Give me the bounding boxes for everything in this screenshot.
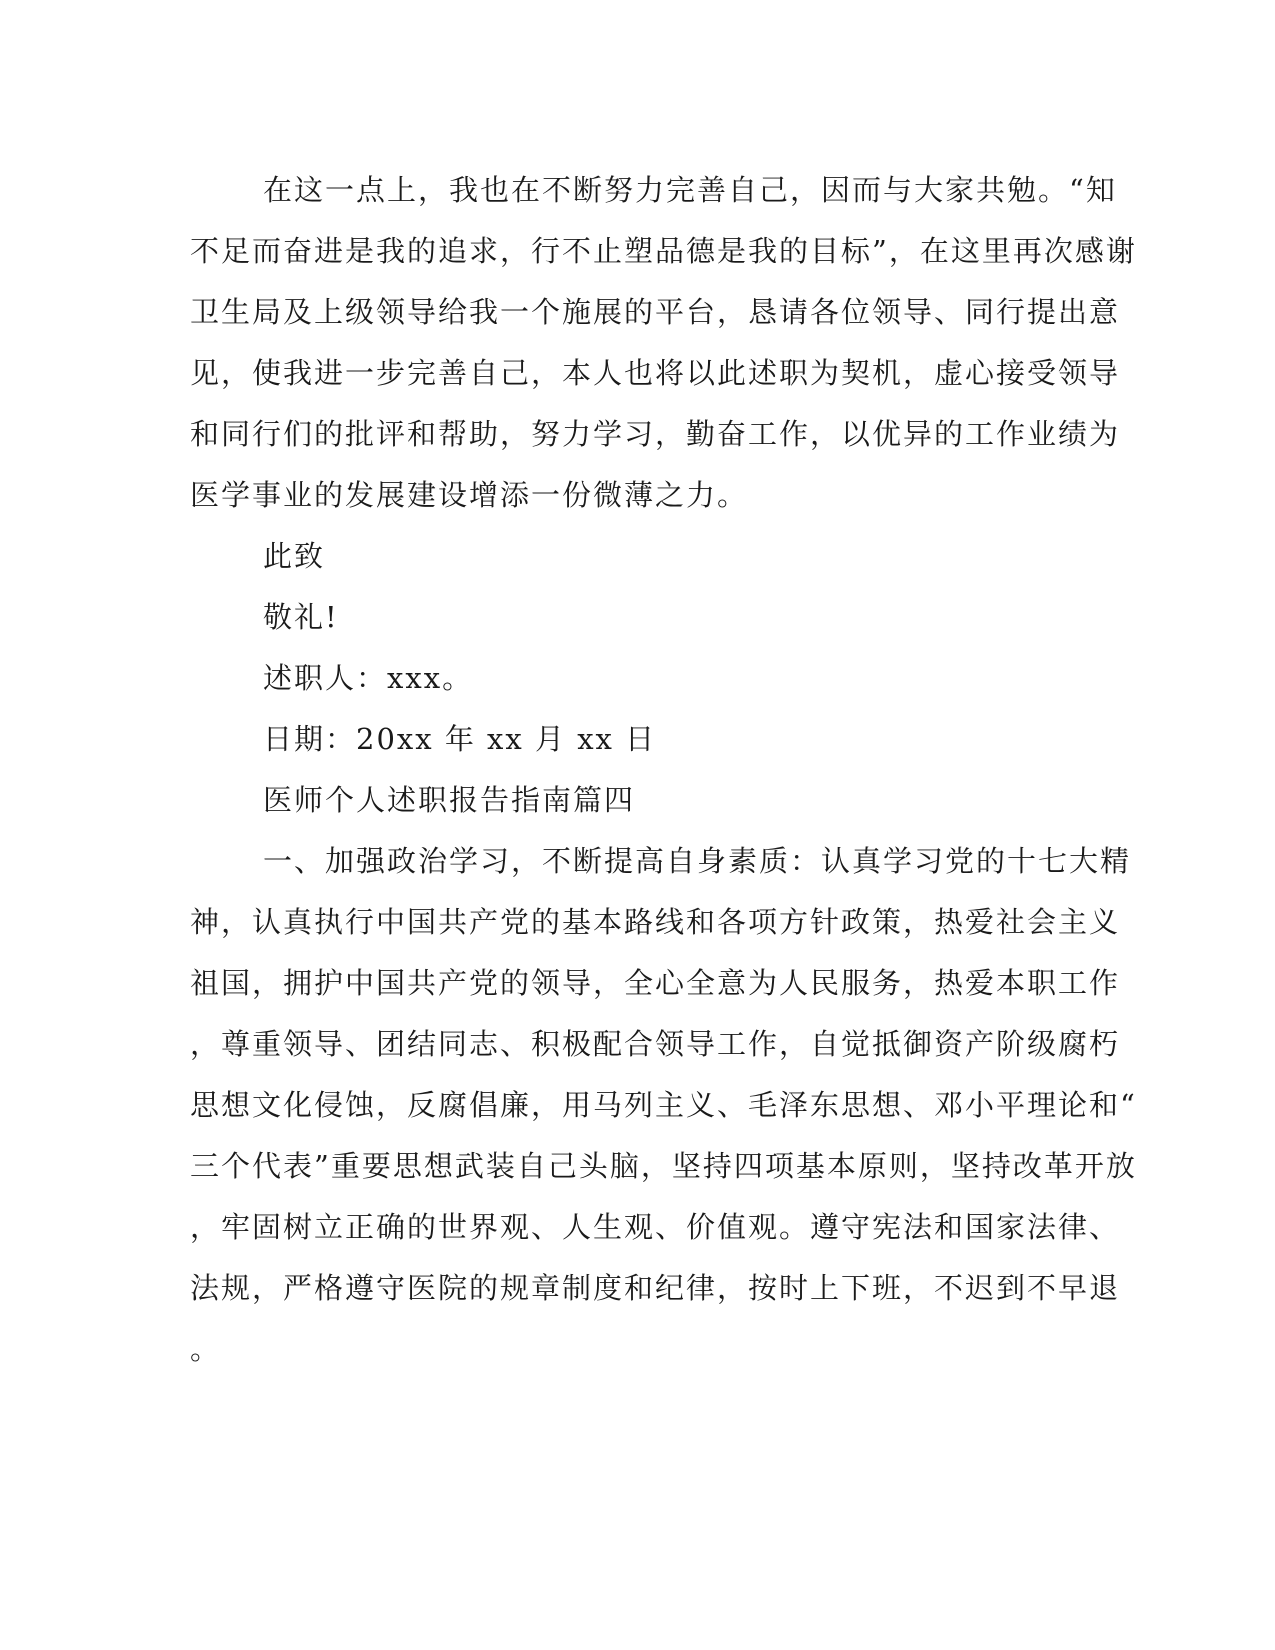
report-date: 日期：20xx 年 xx 月 xx 日 (263, 722, 657, 756)
paragraph-line: 医学事业的发展建设增添一份微薄之力。 (190, 478, 749, 512)
paragraph-line: ，牢固树立正确的世界观、人生观、价值观。遵守宪法和国家法律、 (190, 1210, 1121, 1244)
paragraph-line: ，尊重领导、团结同志、积极配合领导工作，自觉抵御资产阶级腐朽 (190, 1027, 1121, 1061)
paragraph-gratitude (190, 160, 1137, 526)
paragraph-line: 卫生局及上级领导给我一个施展的平台，恳请各位领导、同行提出意 (190, 295, 1121, 329)
paragraph-line: 神，认真执行中国共产党的基本路线和各项方针政策，热爱社会主义 (190, 905, 1121, 939)
reporter-signature: 述职人：xxx。 (263, 661, 474, 695)
closing-salutation: 此致 (263, 539, 326, 573)
paragraph-line: 在这一点上，我也在不断努力完善自己，因而与大家共勉。“知 (263, 173, 1117, 207)
paragraph-line: 祖国，拥护中国共产党的领导，全心全意为人民服务，热爱本职工作 (190, 966, 1121, 1000)
section-title: 医师个人述职报告指南篇四 (263, 783, 636, 817)
paragraph-line: 思想文化侵蚀，反腐倡廉，用马列主义、毛泽东思想、邓小平理论和“ (190, 1088, 1137, 1122)
paragraph-line: 和同行们的批评和帮助，努力学习，勤奋工作，以优异的工作业绩为 (190, 417, 1121, 451)
paragraph-line: 一、加强政治学习，不断提高自身素质：认真学习党的十七大精 (263, 844, 1132, 878)
paragraph-political-study (190, 831, 1137, 1380)
paragraph-line: 法规，严格遵守医院的规章制度和纪律，按时上下班，不迟到不早退 (190, 1271, 1121, 1305)
closing-regards: 敬礼! (263, 600, 339, 634)
paragraph-line: 不足而奋进是我的追求，行不止塑品德是我的目标”，在这里再次感谢 (190, 234, 1137, 268)
paragraph-line: 三个代表”重要思想武装自己头脑，坚持四项基本原则，坚持改革开放 (190, 1149, 1137, 1183)
paragraph-line: 见，使我进一步完善自己，本人也将以此述职为契机，虚心接受领导 (190, 356, 1121, 390)
document-body (190, 160, 1137, 1380)
paragraph-line: 。 (190, 1332, 222, 1366)
